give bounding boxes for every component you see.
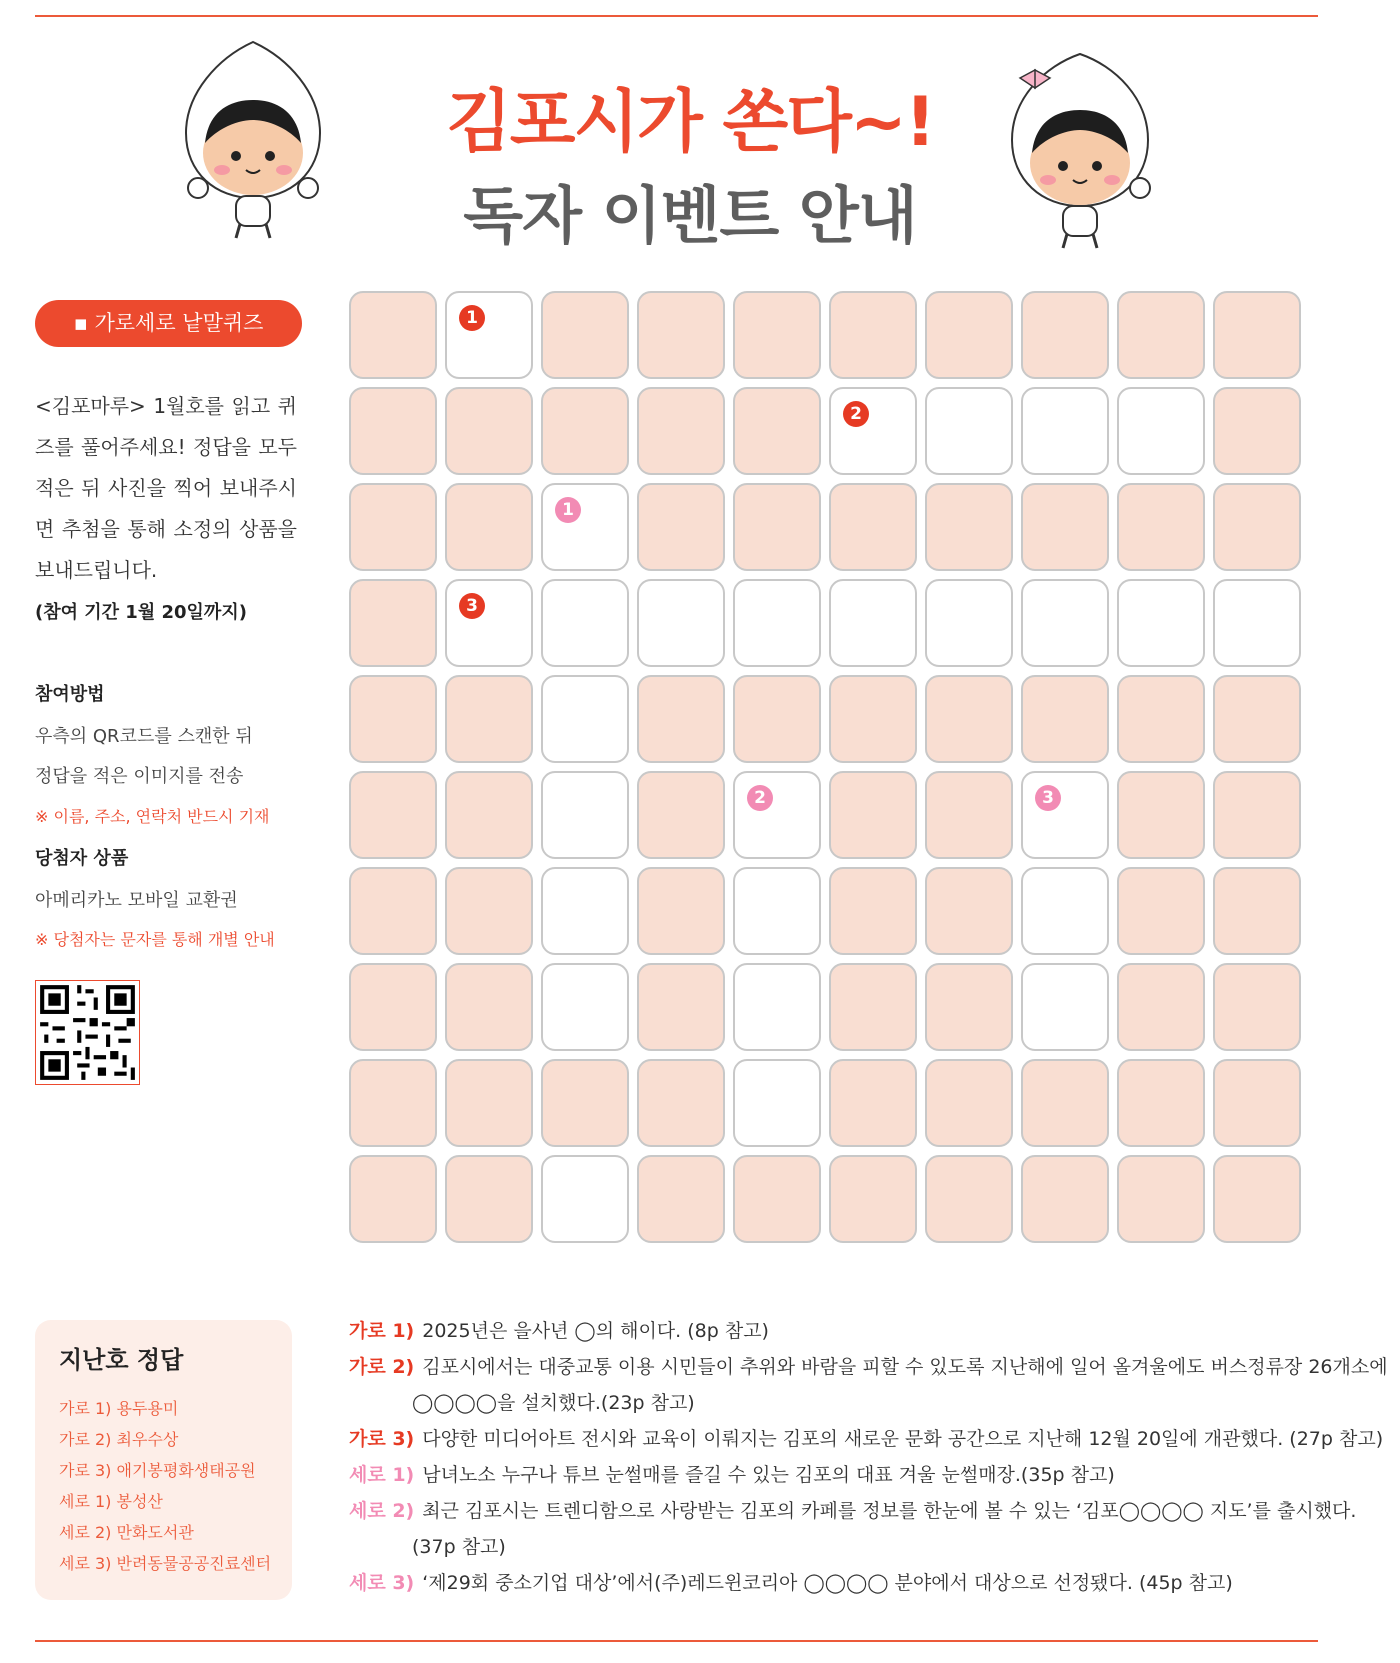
- clue-down-2-cont: (37p 참고): [412, 1536, 506, 1558]
- crossword-blocked-cell: [829, 675, 917, 763]
- crossword-blocked-cell: [733, 1155, 821, 1243]
- event-title: 김포시가 쏜다~!: [446, 83, 934, 162]
- clue-text: 김포시에서는 대중교통 이용 시민들이 추위와 바람을 피할 수 있도록 지난해에 일어 올겨울에도 버스정류장 26개소에: [422, 1356, 1388, 1378]
- crossword-input-cell[interactable]: [829, 387, 917, 475]
- clue-tag: 세로 1): [349, 1464, 415, 1486]
- crossword-input-cell[interactable]: [733, 963, 821, 1051]
- crossword-blocked-cell: [349, 579, 437, 667]
- crossword-blocked-cell: [1213, 1155, 1301, 1243]
- crossword-blocked-cell: [1117, 1155, 1205, 1243]
- crossword-blocked-cell: [925, 771, 1013, 859]
- crossword-input-cell[interactable]: [733, 867, 821, 955]
- crossword-blocked-cell: [925, 1155, 1013, 1243]
- crossword-blocked-cell: [733, 675, 821, 763]
- crossword-blocked-cell: [349, 771, 437, 859]
- crossword-blocked-cell: [1021, 291, 1109, 379]
- event-subtitle: 독자 이벤트 안내: [463, 179, 917, 252]
- crossword-blocked-cell: [637, 1059, 725, 1147]
- across-number-badge: 1: [459, 305, 485, 331]
- crossword-blocked-cell: [445, 675, 533, 763]
- clue-tag: 가로 1): [349, 1320, 415, 1342]
- crossword-blocked-cell: [1117, 675, 1205, 763]
- crossword-blocked-cell: [829, 291, 917, 379]
- crossword-blocked-cell: [349, 1155, 437, 1243]
- crossword-blocked-cell: [349, 867, 437, 955]
- crossword-blocked-cell: [829, 867, 917, 955]
- crossword-blocked-cell: [1213, 771, 1301, 859]
- crossword-input-cell[interactable]: [1021, 867, 1109, 955]
- crossword-blocked-cell: [1117, 291, 1205, 379]
- crossword-blocked-cell: [541, 1059, 629, 1147]
- clue-down-2: [349, 1496, 1356, 1523]
- crossword-blocked-cell: [1213, 675, 1301, 763]
- crossword-blocked-cell: [1213, 291, 1301, 379]
- method-title: 참여방법: [35, 684, 105, 705]
- last-answer-item: 세로 1) 봉성산: [59, 1492, 163, 1511]
- crossword-blocked-cell: [637, 771, 725, 859]
- down-number-badge: 1: [555, 497, 581, 523]
- crossword-blocked-cell: [829, 1059, 917, 1147]
- crossword-blocked-cell: [925, 1059, 1013, 1147]
- crossword-blocked-cell: [637, 291, 725, 379]
- clue-down-3: [349, 1568, 1233, 1595]
- prize-text: 아메리카노 모바일 교환권: [35, 890, 238, 911]
- last-answers-title: 지난호 정답: [59, 1346, 184, 1374]
- crossword-blocked-cell: [1021, 483, 1109, 571]
- crossword-blocked-cell: [349, 387, 437, 475]
- crossword-blocked-cell: [445, 963, 533, 1051]
- prize-note: ※ 당첨자는 문자를 통해 개별 안내: [35, 930, 275, 949]
- clue-tag: 세로 3): [349, 1572, 415, 1594]
- crossword-input-cell[interactable]: [925, 579, 1013, 667]
- crossword-input-cell[interactable]: [445, 291, 533, 379]
- crossword-blocked-cell: [925, 483, 1013, 571]
- crossword-blocked-cell: [637, 483, 725, 571]
- clue-text: 최근 김포시는 트렌디함으로 사랑받는 김포의 카페를 정보를 한눈에 볼 수 있는 ‘김포◯◯◯◯ 지도’를 출시했다.: [422, 1500, 1357, 1522]
- deadline-text: (참여 기간 1월 20일까지): [35, 602, 247, 623]
- clue-tag: 가로 3): [349, 1428, 415, 1450]
- crossword-input-cell[interactable]: [541, 771, 629, 859]
- crossword-blocked-cell: [445, 771, 533, 859]
- girl-mascot-illustration: [1000, 48, 1160, 253]
- last-answers-box: [35, 1320, 292, 1600]
- top-divider: [35, 15, 1318, 17]
- crossword-input-cell[interactable]: [1021, 963, 1109, 1051]
- qr-code[interactable]: [35, 980, 140, 1085]
- method-line-1: 우측의 QR코드를 스캔한 뒤: [35, 726, 253, 747]
- crossword-blocked-cell: [829, 963, 917, 1051]
- crossword-input-cell[interactable]: [925, 387, 1013, 475]
- last-answer-item: 세로 2) 만화도서관: [59, 1523, 194, 1542]
- crossword-blocked-cell: [1213, 1059, 1301, 1147]
- across-number-badge: 2: [843, 401, 869, 427]
- crossword-blocked-cell: [733, 387, 821, 475]
- crossword-blocked-cell: [637, 963, 725, 1051]
- last-answer-item: 가로 1) 용두용미: [59, 1399, 179, 1418]
- clue-text: ‘제29회 중소기업 대상’에서(주)레드윈코리아 ◯◯◯◯ 분야에서 대상으로 선정됐다. (45p 참고): [422, 1572, 1233, 1594]
- crossword-blocked-cell: [1117, 963, 1205, 1051]
- down-number-badge: 2: [747, 785, 773, 811]
- crossword-input-cell[interactable]: [1117, 387, 1205, 475]
- crossword-input-cell[interactable]: [541, 675, 629, 763]
- crossword-blocked-cell: [829, 483, 917, 571]
- crossword-input-cell[interactable]: [733, 579, 821, 667]
- crossword-blocked-cell: [925, 291, 1013, 379]
- crossword-blocked-cell: [925, 963, 1013, 1051]
- crossword-blocked-cell: [349, 291, 437, 379]
- crossword-blocked-cell: [1021, 1155, 1109, 1243]
- crossword-blocked-cell: [1117, 1059, 1205, 1147]
- quiz-label-pill: ▪ 가로세로 낱말퀴즈: [35, 300, 302, 347]
- method-note: ※ 이름, 주소, 연락처 반드시 기재: [35, 807, 270, 826]
- crossword-input-cell[interactable]: [1213, 579, 1301, 667]
- clue-across-3: [349, 1424, 1383, 1451]
- last-answer-item: 세로 3) 반려동물공공진료센터: [59, 1554, 272, 1573]
- crossword-blocked-cell: [733, 483, 821, 571]
- crossword-input-cell[interactable]: [1021, 771, 1109, 859]
- clue-across-2: [349, 1352, 1388, 1379]
- last-answer-item: 가로 3) 애기봉평화생태공원: [59, 1461, 256, 1480]
- crossword-blocked-cell: [1213, 867, 1301, 955]
- crossword-blocked-cell: [637, 675, 725, 763]
- crossword-blocked-cell: [733, 291, 821, 379]
- crossword-blocked-cell: [637, 387, 725, 475]
- crossword-input-cell[interactable]: [1117, 579, 1205, 667]
- crossword-blocked-cell: [445, 1059, 533, 1147]
- crossword-input-cell[interactable]: [541, 867, 629, 955]
- crossword-blocked-cell: [1117, 483, 1205, 571]
- intro-text: <김포마루> 1월호를 읽고 퀴즈를 풀어주세요! 정답을 모두 적은 뒤 사진을 찍어 보내주시면 추첨을 통해 소정의 상품을 보내드립니다.: [35, 394, 297, 582]
- crossword-blocked-cell: [349, 675, 437, 763]
- crossword-blocked-cell: [925, 675, 1013, 763]
- crossword-blocked-cell: [1117, 771, 1205, 859]
- crossword-blocked-cell: [349, 1059, 437, 1147]
- clue-text: 2025년은 을사년 ◯의 해이다. (8p 참고): [422, 1320, 769, 1342]
- crossword-blocked-cell: [445, 1155, 533, 1243]
- crossword-input-cell[interactable]: [541, 579, 629, 667]
- crossword-blocked-cell: [541, 387, 629, 475]
- bottom-divider: [35, 1640, 1318, 1642]
- method-line-2: 정답을 적은 이미지를 전송: [35, 766, 244, 787]
- crossword-blocked-cell: [637, 867, 725, 955]
- crossword-input-cell[interactable]: [541, 483, 629, 571]
- crossword-blocked-cell: [1213, 963, 1301, 1051]
- boy-mascot-illustration: [178, 38, 328, 243]
- crossword-input-cell[interactable]: [637, 579, 725, 667]
- crossword-input-cell[interactable]: [445, 579, 533, 667]
- crossword-input-cell[interactable]: [733, 1059, 821, 1147]
- last-answer-item: 가로 2) 최우수상: [59, 1430, 179, 1449]
- crossword-input-cell[interactable]: [1021, 579, 1109, 667]
- crossword-blocked-cell: [1117, 867, 1205, 955]
- crossword-blocked-cell: [1021, 675, 1109, 763]
- crossword-input-cell[interactable]: [1021, 387, 1109, 475]
- crossword-input-cell[interactable]: [541, 1155, 629, 1243]
- crossword-blocked-cell: [1021, 1059, 1109, 1147]
- clue-across-1: [349, 1316, 769, 1343]
- crossword-blocked-cell: [1213, 387, 1301, 475]
- crossword-blocked-cell: [541, 291, 629, 379]
- clue-across-2-cont: ◯◯◯◯을 설치했다.(23p 참고): [412, 1392, 695, 1414]
- crossword-blocked-cell: [829, 771, 917, 859]
- crossword-input-cell[interactable]: [541, 963, 629, 1051]
- crossword-blocked-cell: [829, 1155, 917, 1243]
- prize-title: 당첨자 상품: [35, 848, 129, 869]
- crossword-input-cell[interactable]: [829, 579, 917, 667]
- crossword-blocked-cell: [445, 483, 533, 571]
- clue-text: 남녀노소 누구나 튜브 눈썰매를 즐길 수 있는 김포의 대표 겨울 눈썰매장.(35p 참고): [422, 1464, 1115, 1486]
- crossword-grid: [349, 291, 1319, 1261]
- clue-down-1: [349, 1460, 1115, 1487]
- crossword-blocked-cell: [445, 867, 533, 955]
- clue-text: 다양한 미디어아트 전시와 교육이 이뤄지는 김포의 새로운 문화 공간으로 지난해 12월 20일에 개관했다. (27p 참고): [422, 1428, 1384, 1450]
- crossword-blocked-cell: [445, 387, 533, 475]
- across-number-badge: 3: [459, 593, 485, 619]
- crossword-blocked-cell: [349, 483, 437, 571]
- crossword-input-cell[interactable]: [733, 771, 821, 859]
- crossword-blocked-cell: [925, 867, 1013, 955]
- crossword-blocked-cell: [349, 963, 437, 1051]
- down-number-badge: 3: [1035, 785, 1061, 811]
- crossword-blocked-cell: [637, 1155, 725, 1243]
- crossword-blocked-cell: [1213, 483, 1301, 571]
- clue-tag: 세로 2): [349, 1500, 415, 1522]
- clue-tag: 가로 2): [349, 1356, 415, 1378]
